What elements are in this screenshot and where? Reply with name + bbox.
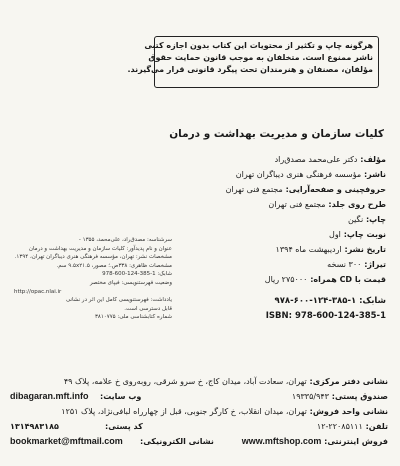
postal-code-label: کد پستی: (105, 422, 143, 431)
meta-value: ۳۰۰ نسخه (327, 260, 362, 269)
email-label: نشانی الکترونیکی: (140, 437, 214, 446)
cip-line: یادداشت: فهرستنویسی کامل این اثر در نشانی (65, 297, 172, 304)
online-email-row (10, 434, 388, 449)
online-store-link[interactable]: www.mftshop.com (241, 436, 322, 446)
meta-row-typesetting (146, 182, 386, 197)
meta-value: اول (329, 230, 341, 239)
website-link[interactable]: dibagaran.mft.info (10, 391, 89, 401)
meta-row-cover-design (146, 197, 386, 212)
isbn-persian (266, 294, 386, 309)
isbn-block (266, 294, 386, 324)
meta-label: چاپ: (365, 215, 386, 224)
meta-row-publisher (146, 167, 386, 182)
phone-value: ۲۲۰۸۵۱۱۱-۱۲ (316, 422, 363, 431)
postal-code-value: ۱۳۱۴۹۸۳۱۸۵ (10, 422, 59, 431)
cip-line: وضعیت فهرستنویسی: فیپای مختصر (89, 279, 172, 286)
meta-label: نوبت چاپ: (343, 230, 386, 239)
sales-office-address: تهران، میدان انقلاب، خ کارگر جنوبی، قبل از چهارراه لبافی‌نژاد، پلاک ۱۲۵۱ (61, 407, 307, 416)
phone-postal-row (10, 419, 388, 434)
book-metadata (146, 152, 386, 287)
meta-row-printing (146, 212, 386, 227)
meta-label: قیمت با CD همراه: (310, 275, 386, 284)
meta-value: اردیبهشت ماه ۱۳۹۴ (275, 245, 342, 254)
central-office-row (10, 374, 388, 389)
po-box-value: ۱۹۳۳۵/۹۴۳ (291, 392, 329, 401)
cip-line: مشخصات ظاهری: ۳۳۸ص.؛ مصور، ۹.۵x۲۱.۵ سم. (56, 262, 172, 269)
cip-url-link[interactable]: http://opac.nlai.ir (14, 288, 62, 295)
pobox-website-row (10, 389, 388, 404)
isbn-english: ISBN: 978-600-124-385-1 (265, 311, 386, 321)
meta-value: مؤسسه فرهنگی هنری دیباگران تهران (235, 170, 362, 179)
meta-label: تیراژ: (364, 260, 386, 269)
cip-line: شابک: 1-385-124-600-978 (102, 271, 172, 278)
meta-row-publish-date (146, 242, 386, 257)
cip-line: شماره کتابشناسی ملی: ۳۸۱۰۷۷۵ (94, 314, 172, 321)
po-box-label: صندوق پستی: (331, 392, 388, 401)
cip-line: مشخصات نشر: تهران، مؤسسه فرهنگی هنری دیباگران تهران، ۱۳۹۴. (14, 254, 172, 261)
cip-line: قابل دسترسی است. (124, 305, 172, 312)
cataloging-in-publication (14, 236, 172, 394)
notice-line: ناشر ممنوع است. متخلفان به موجب قانون حمایت حقوق (148, 53, 373, 62)
meta-row-price (146, 272, 386, 287)
central-office-address: تهران، سعادت آباد، میدان کاج، خ سرو شرقی، روبه‌روی خ علامه، پلاک ۴۹ (63, 377, 307, 386)
notice-line: مؤلفان، مصنفان و هنرمندان تحت پیگرد قانونی قرار می‌گیرند. (127, 65, 373, 74)
meta-row-edition (146, 227, 386, 242)
meta-value: نگین (348, 215, 364, 224)
meta-value: مجتمع فنی تهران (225, 185, 283, 194)
phone-label: تلفن: (365, 422, 388, 431)
meta-value: ۲۷۵۰۰۰ ریال (264, 275, 308, 284)
meta-row-circulation (146, 257, 386, 272)
website-label: وب سایت: (100, 392, 142, 401)
meta-label: مؤلف: (360, 155, 386, 164)
publisher-contacts (10, 374, 388, 449)
isbn-label: شابک: (359, 296, 386, 306)
copyright-notice-box (127, 36, 379, 88)
isbn-value: ۱-۳۸۵-۱۲۴-۶۰۰-۹۷۸ (274, 296, 357, 306)
meta-label: تاریخ نشر: (344, 245, 386, 254)
central-office-label: نشانی دفتر مرکزی: (309, 377, 388, 386)
email-link[interactable]: bookmarket@mftmail.com (10, 436, 123, 446)
meta-label: ناشر: (363, 170, 386, 179)
meta-value: دکتر علی‌محمد مصدق‌راد (274, 155, 358, 164)
meta-row-author (146, 152, 386, 167)
cip-line: سرشناسه: مصدق‌راد، علی‌محمد، ۱۳۵۵ - (78, 237, 172, 243)
meta-label: طرح روی جلد: (328, 200, 386, 209)
meta-value: مجتمع فنی تهران (268, 200, 326, 209)
sales-office-label: نشانی واحد فروش: (309, 407, 388, 416)
notice-line: هرگونه چاپ و تکثیر از محتویات این کتاب بدون اجازه کتبی (144, 41, 373, 50)
online-store-label: فروش اینترنتی: (324, 437, 388, 446)
cip-line: عنوان و نام پدیدآور: کلیات سازمان و مدیریت بهداشت و درمان (28, 245, 172, 252)
meta-label: حروفچینی و صفحه‌آرایی: (285, 185, 386, 194)
book-title: کلیات سازمان و مدیریت بهداشت و درمان (169, 128, 384, 140)
sales-office-row (10, 404, 388, 419)
